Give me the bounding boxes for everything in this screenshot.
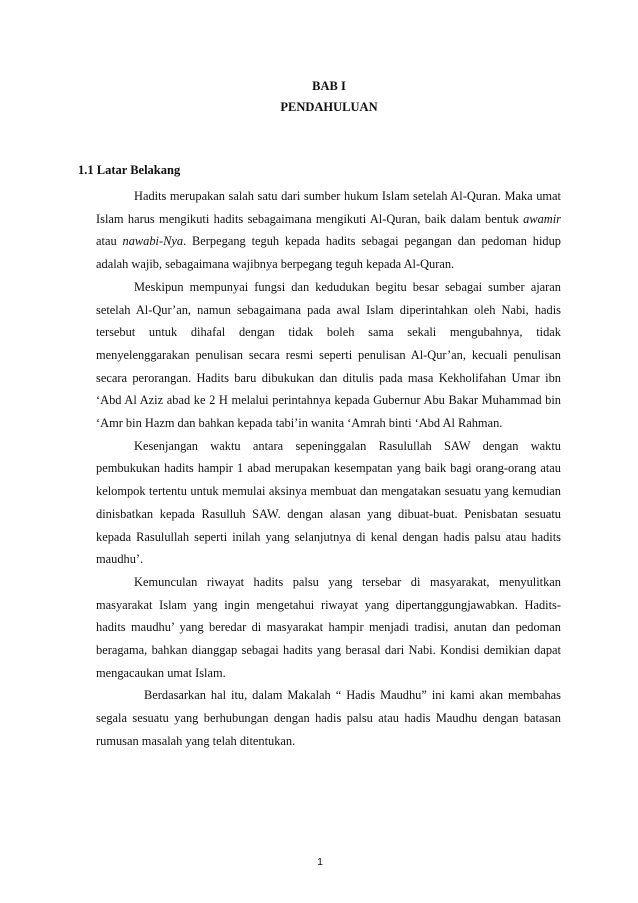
paragraph-1-text-c: . Berpegang teguh kepada hadits sebagai pegangan dan pedoman hidup adalah wajib, sebagaimana wajibnya berpegang teguh kepada Al-Quran. [96,234,561,272]
section-body [96,185,561,753]
chapter-number: BAB I [312,79,346,93]
paragraph-5: Berdasarkan hal itu, dalam Makalah “ Hadis Maudhu” ini kami akan membahas segala sesuatu yang berhubungan dengan hadis palsu atau hadis Maudhu dengan batasan rumusan masalah yang telah ditentukan. [96,688,561,748]
chapter-title: PENDAHULUAN [280,100,378,114]
paragraph-1 [96,185,561,276]
paragraph-4: Kemunculan riwayat hadits palsu yang tersebar di masyarakat, menyulitkan masyarakat Islam yang ingin mengetahui riwayat yang dipertanggungjawabkan. Hadits-hadits maudhu’ yang beredar di masyarakat hampir menjadi tradisi, anutan dan pedoman beragama, bahkan dianggap sebagai hadits yang berasal dari Nabi. Kondisi demikian dapat mengacaukan umat Islam. [96,574,561,680]
page-number: 1 [317,856,323,868]
italic-term-nawabi: nawabi-Nya [122,234,184,249]
paragraph-2: Meskipun mempunyai fungsi dan kedudukan begitu besar sebagai sumber ajaran setelah Al-Qur’an, namun sebagaimana pada awal Islam diperintahkan oleh Nabi, hadis tersebut untuk dihafal dengan tidak boleh sama sekali mengubahnya, tidak menyelenggarakan penulisan secara resmi seperti penulisan Al-Qur’an, kecuali penulisan secara perorangan. Hadits baru dibukukan dan ditulis pada masa Kekholifahan Umar ibn ‘Abd Al Aziz abad ke 2 H melalui perintahnya kepada Gubernur Abu Bakar Muhammad bin ‘Amr bin Hazm dan bahkan kepada tabi’in wanita ‘Amrah binti ‘Abd Al Rahman. [96,279,561,431]
paragraph-1-text-b: atau [96,234,123,249]
paragraph-3: Kesenjangan waktu antara sepeninggalan Rasulullah SAW dengan waktu pembukukan hadits hampir 1 abad merupakan kesempatan yang baik bagi orang-orang atau kelompok tertentu untuk memulai aksinya membuat dan mengatakan sesuatu yang kemudian dinisbatkan kepada Rasulluh SAW. dengan alasan yang dibuat-buat. Penisbatan sesuatu kepada Rasulullah seperti inilah yang selanjutnya di kenal dengan hadis palsu atau hadits maudhu’. [96,438,561,567]
section-heading: 1.1 Latar Belakang [78,163,181,177]
italic-term-awamir: awamir [523,211,561,226]
paragraph-1-text-a: Hadits merupakan salah satu dari sumber hukum Islam setelah Al-Quran. Maka umat Islam harus mengikuti hadits sebagaimana mengikuti Al-Quran, baik dalam bentuk [96,189,561,226]
